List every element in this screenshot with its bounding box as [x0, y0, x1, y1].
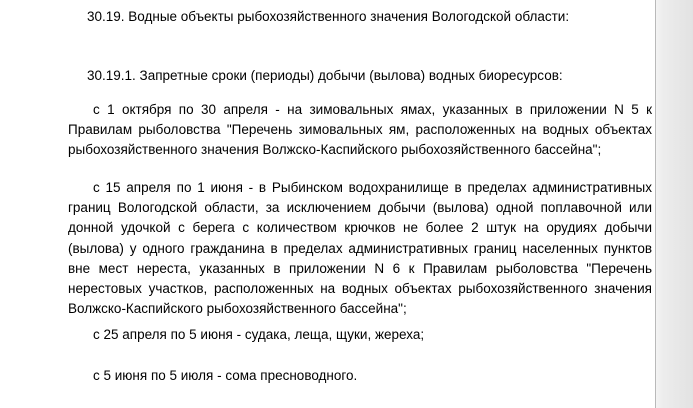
section-heading: 30.19. Водные объекты рыбохозяйственного значения Вологодской области: [87, 9, 570, 24]
paragraph-rybinsk-reservoir: с 15 апреля по 1 июня - в Рыбинском водохранилище в пределах административных границ Вологодской области, за исключением добычи (вылова) одной поплавочной или донной удочкой с берега с количеством крючков не более 2 штук на орудиях добычи (вылова) у одного гражданина в пределах административных границ населенных пунктов вне мест нереста, указанных в приложении N 6 к Правилам рыболовства "Перечень нерестовых участков, расположенных на водных объектах рыбохозяйственного значения Волжско-Каспийского рыбохозяйственного бассейна"; [68, 180, 652, 317]
subsection-heading: 30.19.1. Запретные сроки (периоды) добычи (вылова) водных биоресурсов: [87, 68, 563, 83]
paragraph-catfish: с 5 июня по 5 июля - сома пресноводного. [93, 368, 358, 383]
window-scrollbar[interactable] [655, 0, 693, 408]
paragraph-zander-bream-pike: с 25 апреля по 5 июня - судака, леща, щуки, жереха; [93, 327, 425, 342]
paragraph-wintering-pits: с 1 октября по 30 апреля - на зимовальных ямах, указанных в приложении N 5 к Правилам рыболовства "Перечень зимовальных ям, расположенных на водных объектах рыбохозяйственного значения Волжско-Каспийского рыбохозяйственного бассейна"; [68, 102, 652, 158]
